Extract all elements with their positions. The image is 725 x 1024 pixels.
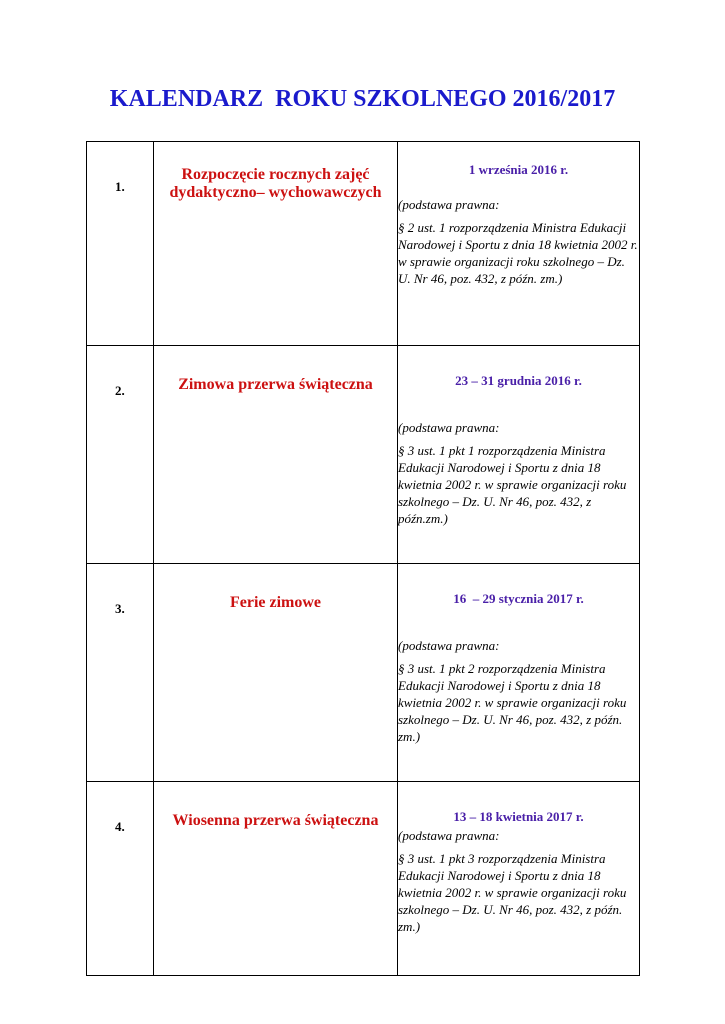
row-number: 1. [115,179,125,194]
event-name: Ferie zimowe [229,594,322,611]
legal-basis-label: (podstawa prawna: [398,420,500,435]
event-cell [154,346,398,564]
legal-basis-text: § 3 ust. 1 pkt 1 rozporządzenia Ministra Edukacji Narodowej i Sportu z dnia 18 kwietnia 2002 r. w sprawie organizacji roku szkolnego – Dz. U. Nr 46, poz. 432, z późn.zm.) [398,443,627,526]
event-cell [154,564,398,782]
page-title: KALENDARZ ROKU SZKOLNEGO 2016/2017 [109,86,616,112]
event-cell [154,142,398,346]
legal-basis-label: (podstawa prawna: [398,197,500,212]
event-name: Rozpoczęcie rocznych zajęć dydaktyczno– wychowawczych [169,166,382,201]
event-date: 1 września 2016 r. [468,162,569,177]
legal-basis-text: § 3 ust. 1 pkt 2 rozporządzenia Ministra Edukacji Narodowej i Sportu z dnia 18 kwietnia 2002 r. w sprawie organizacji roku szkolnego – Dz. U. Nr 46, poz. 432, z późn. zm.) [398,661,627,744]
legal-basis-label: (podstawa prawna: [398,638,500,653]
event-date: 23 – 31 grudnia 2016 r. [455,373,582,388]
event-name: Zimowa przerwa świąteczna [178,376,373,393]
event-date: 16 – 29 stycznia 2017 r. [453,591,584,606]
row-number: 3. [115,601,125,616]
row-number-cell [87,142,154,346]
row-number-cell [87,564,154,782]
legal-basis-text: § 2 ust. 1 rozporządzenia Ministra Edukacji Narodowej i Sportu z dnia 18 kwietnia 2002 r. w sprawie organizacji roku szkolnego – Dz. U. Nr 46, poz. 432, z późn. zm.) [398,220,638,286]
event-date: 13 – 18 kwietnia 2017 r. [453,809,584,824]
table-row [87,142,640,346]
calendar-table [86,141,640,976]
table-row [87,782,640,976]
date-cell [398,346,640,564]
legal-basis-text: § 3 ust. 1 pkt 3 rozporządzenia Ministra Edukacji Narodowej i Sportu z dnia 18 kwietnia 2002 r. w sprawie organizacji roku szkolnego – Dz. U. Nr 46, poz. 432, z późn. zm.) [398,851,627,934]
row-number-cell [87,346,154,564]
event-name: Wiosenna przerwa świąteczna [172,812,379,829]
table-row [87,564,640,782]
row-number: 2. [115,383,125,398]
row-number-cell [87,782,154,976]
date-cell [398,142,640,346]
row-number: 4. [115,819,125,834]
table-row [87,346,640,564]
date-cell [398,564,640,782]
legal-basis-label: (podstawa prawna: [398,828,500,843]
date-cell [398,782,640,976]
event-cell [154,782,398,976]
